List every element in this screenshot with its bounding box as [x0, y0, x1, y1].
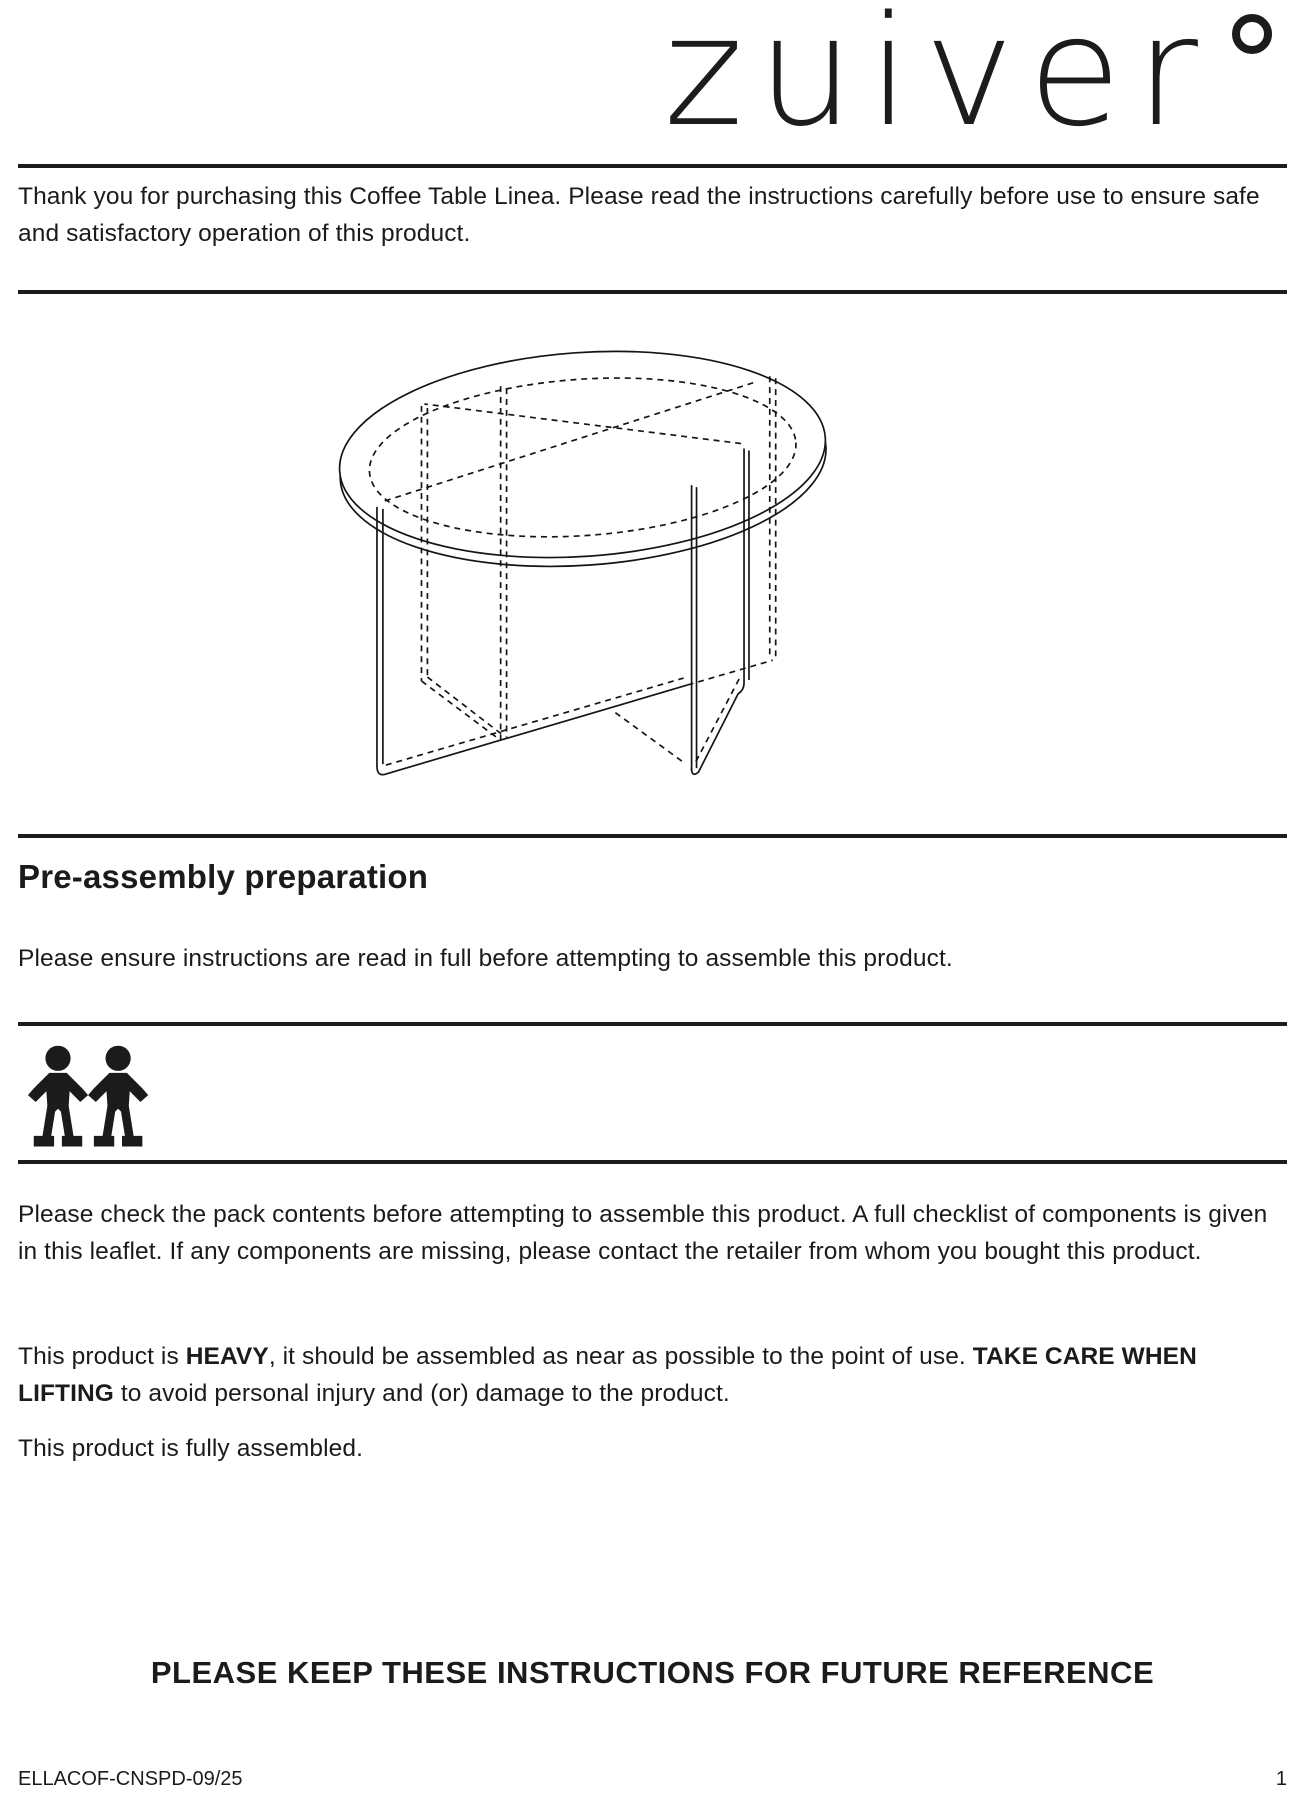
heavy-warning-bold1: HEAVY	[185, 1343, 269, 1370]
heavy-warning-part3: to avoid personal injury and (or) damage to the product.	[113, 1380, 730, 1407]
two-person-lift-icon	[26, 1044, 154, 1156]
divider-rule-3	[18, 834, 1287, 838]
footer-page-number: 1	[1275, 1768, 1287, 1790]
footer-reference-code: ELLACOF-CNSPD-09/25	[18, 1768, 243, 1790]
coffee-table-line-drawing	[280, 295, 840, 790]
two-person-lift-figures	[26, 1044, 154, 1156]
divider-rule-5	[18, 1160, 1287, 1164]
pre-assembly-note: Please ensure instructions are read in full before attempting to assemble this product.	[18, 945, 953, 972]
heavy-warning-paragraph	[18, 1338, 1287, 1412]
fully-assembled-paragraph: This product is fully assembled.	[18, 1435, 363, 1462]
divider-rule-1	[18, 164, 1287, 168]
degree-mark-icon	[1232, 14, 1272, 54]
heavy-warning-part2: , it should be assembled as near as possible to the point of use.	[268, 1343, 973, 1370]
intro-paragraph: Thank you for purchasing this Coffee Table Linea. Please read the instructions carefully before use to ensure safe and satisfactory operation of this product.	[18, 183, 1260, 247]
divider-rule-4	[18, 1022, 1287, 1026]
zuiver-logo-text: zuiver	[663, 0, 1212, 160]
zuiver-logo	[663, 0, 1272, 160]
divider-rule-2	[18, 290, 1287, 294]
pre-assembly-heading: Pre-assembly preparation	[18, 858, 429, 895]
coffee-table-illustration	[280, 295, 840, 790]
heavy-warning-part1: This product is	[18, 1343, 186, 1370]
checklist-paragraph: Please check the pack contents before attempting to assemble this product. A full checklist of components is given in this leaflet. If any components are missing, please contact the retailer from whom you bought this product.	[18, 1201, 1268, 1265]
keep-instructions-notice: PLEASE KEEP THESE INSTRUCTIONS FOR FUTURE REFERENCE	[150, 1655, 1155, 1690]
heavy-warning-bold2: TAKE CARE WHEN LIFTING	[18, 1343, 1197, 1407]
